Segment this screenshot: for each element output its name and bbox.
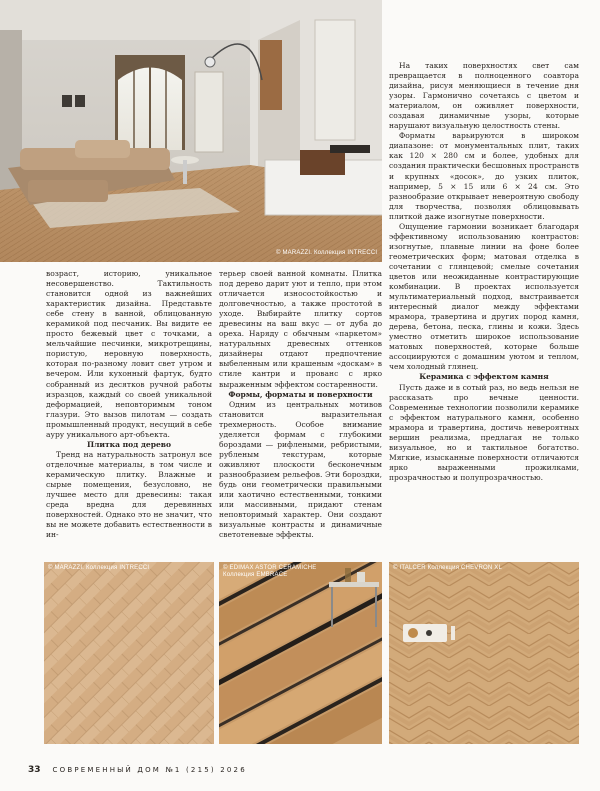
article-column-right-top [389,61,579,483]
chevron-floor-illustration [389,562,579,744]
photo-chevron [389,562,579,744]
paragraph: На таких поверхностях свет сам превращается в полноценного соавтора дизайна, рисуя меняющиеся в течение дня узоры. Гармонично сочетаясь с цветом и материалом, он оживляет поверхности, создавая динамичные узоры, которые нарушают визуальную целостность стены. [389,61,579,131]
paragraph: Ощущение гармонии возникает благодаря эффективному использованию контрастов: изогнутые, плавные линии на фоне более геометрических форм; матовая отделка в сочетании с глянцевой; смелые сочетания цветов или неожиданные контрастирующие комбинации. В проектах используется мультиматериальный подход, выстраивается интересный диалог между эффектами мрамора, травертина и других пород камня, дерева, бетона, песка, глины и кожи. Здесь уместно отметить широкое использование матовых поверхностей, которые больше ассоциируются с домашним уютом и теплом, чем холодный глянец. [389,221,579,372]
article-column-left [46,269,212,540]
paragraph: возраст, историю, уникальное несовершенство. Тактильность становится одной из важнейших характеристик дизайна. Представьте себе стену в ванной, облицованную керамикой под песчаник. Вы видите ее просто бежевый цвет с точками, а мельчайшие песчинки, микротрещины, пористую, неровную поверхность, которая по-разному ловит свет утром и вечером. Или кухонный фартук, будто собранный из десятков ручной работы изразцов, каждый со своей уникальной деформацией, неповторимым тоном глазури. Это вызов пилотам — создать промышленный продукт, несущий в себе ауру уникального арт-объекта. [46,269,212,439]
paragraph: Форматы варьируются в широком диапазоне: от монументальных плит, таких как 120 × 280 см и более, удобных для создания практически бесшовных пространств и крупных «досок», до узких плиток, например, 5 × 15 или 6 × 24 см. Это разнообразие открывает невероятную свободу для творчества, позволяя облицовывать плиткой даже изогнутые поверхности. [389,131,579,221]
herringbone-floor-illustration [44,562,214,744]
photo-credit: © ITALCER Коллекция CHEVRON XL [393,565,503,571]
paragraph: Одним из центральных мотивов становится выразительная трехмерность. Особое внимание уделяется формам с глубокими бороздами — рифлеными, ребристыми, рубленым текстурам, которые оживляют плоскости бесконечным разнообразием рельефов. Эти бороздки, будь они геометрически правильными или хаотично естественными, тонкими или массивными, придают стенам неповторимый характер. Они создают визуальные контрасты и динамичные светотеневые эффекты. [219,399,382,540]
photo-herringbone [44,562,214,744]
hero-credit: © MARAZZI. Коллекция INTRECCI [276,250,378,256]
wood-planks-illustration [219,562,382,744]
photo-credit: © MARAZZI. Коллекция INTRECCI [48,565,150,571]
photo-credit: © EDIMAX ASTOR CERAMICHE [223,565,317,571]
photo-credit: Коллекция EMBRACE [223,572,288,578]
section-heading: Керамика с эффектом камня [419,372,549,382]
section-heading: Формы, форматы и поверхности [228,389,373,399]
section-heading: Плитка под дерево [86,439,172,449]
page-number: 33 [28,765,41,775]
paragraph: терьер своей ванной комнаты. Плитка под дерево дарит уют и тепло, при этом отличается износостойкостью и долговечностью, а также простотой в уходе. Выбирайте плитку сортов древесины на ваш вкус — от дуба до ореха. Наряду с обычным «паркетом» натуральных древесных оттенков дизайнеры отдают предпочтение выбеленным или крашеным «доскам» в стиле кантри и прованс с ярко выраженным эффектом состаренности. [219,269,382,389]
living-room-illustration [0,0,382,262]
paragraph: Тренд на натуральность затронул все отделочные материалы, в том числе и керамическую плитку. Влажные и сырые помещения, безусловно, не лучшее место для древесины: такая среда вредна для деревянных поверхностей. Однако это не значит, что вы не можете добавить естественности в ин- [46,449,212,540]
paragraph: Пусть даже и в сотый раз, но ведь нельзя не рассказать про вечные ценности. Современные технологии позволили керамике с эффектом натурального камня, особенно мрамора и травертина, достичь невероятных вершин реализма, предлагая не только визуальное, но и тактильное богатство. Мягкие, изысканные поверхности отличаются ярко выраженными прожилками, прозрачностью и полупрозрачностью. [389,382,579,482]
page-footer [28,765,247,775]
magazine-title: СОВРЕМЕННЫЙ ДОМ №1 (215) 2026 [52,766,247,774]
article-column-middle [219,269,382,540]
hero-photo [0,0,382,262]
photo-wood-planks [219,562,382,744]
